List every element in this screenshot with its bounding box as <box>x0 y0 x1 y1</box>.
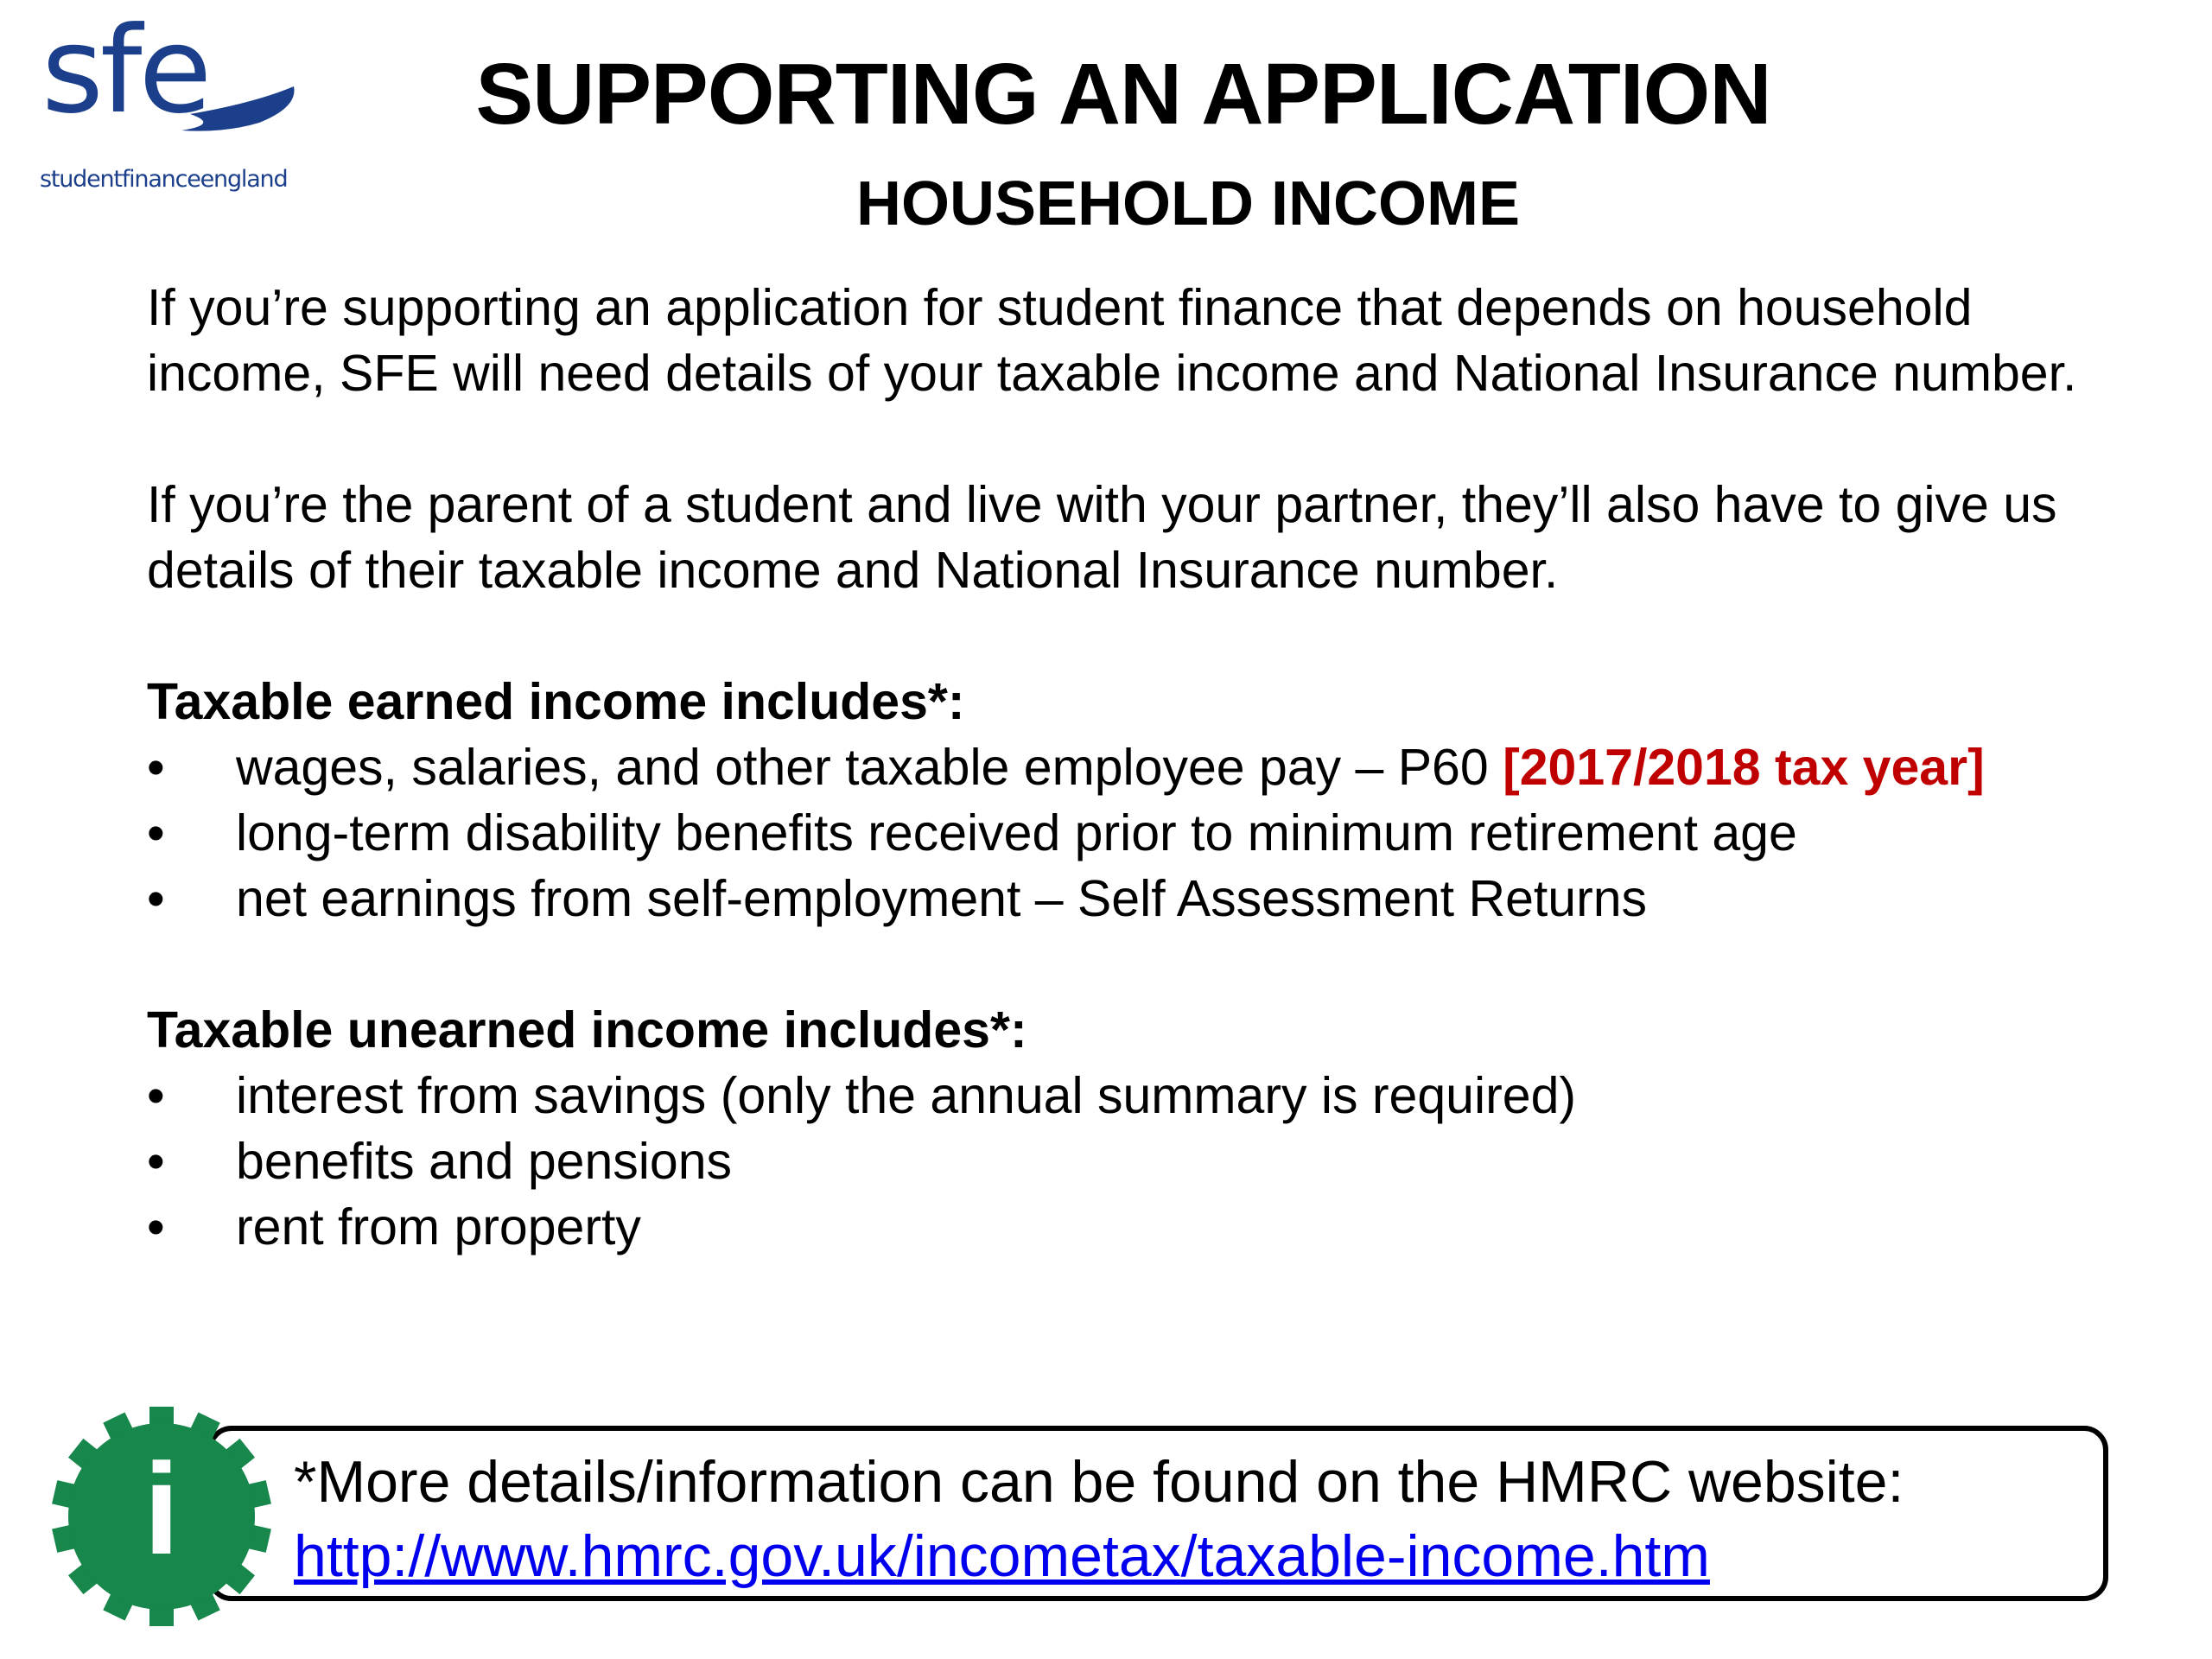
unearned-income-heading: Taxable unearned income includes*: <box>147 1001 1027 1058</box>
callout-text: *More details/information can be found on the HMRC website: <box>294 1449 1904 1515</box>
list-item-text: net earnings from self-employment – Self Assessment Returns <box>236 870 1648 927</box>
bullet-icon: • <box>147 1198 165 1255</box>
intro-paragraph: If you’re supporting an application for student finance that depends on household income, SFE will need details of your taxable income and National Insurance number. <box>147 279 2077 402</box>
list-item <box>147 800 2134 866</box>
unearned-income-list <box>147 1063 2134 1260</box>
list-item-text: interest from savings (only the annual summary is required) <box>236 1067 1577 1124</box>
tax-year-highlight: [2017/2018 tax year] <box>1503 739 1985 796</box>
list-item <box>147 734 2134 800</box>
bullet-icon: • <box>147 804 165 861</box>
list-item <box>147 1194 2134 1260</box>
bullet-icon: • <box>147 739 165 796</box>
logo-mark-text: sfe <box>41 12 209 140</box>
hmrc-website-link[interactable]: http://www.hmrc.gov.uk/incometax/taxable-income.htm <box>294 1523 1710 1589</box>
page-subtitle: HOUSEHOLD INCOME <box>855 169 1521 238</box>
list-item <box>147 1063 2134 1128</box>
logo-wordmark: studentfinanceengland <box>40 166 288 193</box>
partner-paragraph: If you’re the parent of a student and live with your partner, they’ll also have to give us details of their taxable income and National Insurance number. <box>147 476 2057 599</box>
bullet-icon: • <box>147 870 165 927</box>
earned-income-list <box>147 734 2134 931</box>
page-title: SUPPORTING AN APPLICATION <box>475 46 1771 143</box>
main-content <box>147 275 2134 1325</box>
earned-income-heading: Taxable earned income includes*: <box>147 673 965 730</box>
list-item <box>147 866 2134 931</box>
info-gear-icon <box>45 1400 278 1633</box>
list-item-text: wages, salaries, and other taxable employee pay – P60 <box>236 739 1503 796</box>
bullet-icon: • <box>147 1133 165 1190</box>
list-item <box>147 1128 2134 1194</box>
callout-text-block <box>294 1445 1904 1593</box>
bullet-icon: • <box>147 1067 165 1124</box>
list-item-text: long-term disability benefits received prior to minimum retirement age <box>236 804 1797 861</box>
list-item-text: rent from property <box>236 1198 641 1255</box>
info-glyph: i <box>143 1436 180 1581</box>
list-item-text: benefits and pensions <box>236 1133 733 1190</box>
